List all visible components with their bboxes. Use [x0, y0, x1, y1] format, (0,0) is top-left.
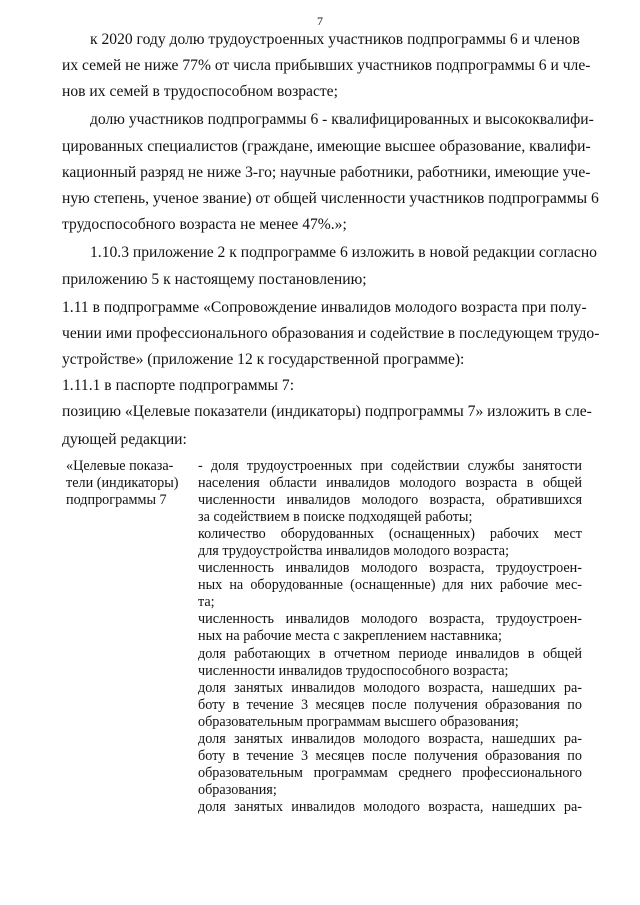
text-line: позицию «Целевые показатели (индикаторы) подпрограммы 7» изложить в сле- [62, 403, 592, 420]
table-right-line: численность инвалидов молодого возраста, трудоустроен- [198, 560, 582, 577]
table-right-line: численности инвалидов трудоспособного возраста; [198, 662, 509, 679]
table-left-line: подпрограммы 7 [66, 492, 167, 508]
table-right-cell [198, 458, 582, 816]
table-right-line: образовательным программам высшего образования; [198, 713, 519, 730]
text-line: чении ими профессионального образования и содействие в последующем трудо- [62, 325, 600, 342]
table-right-line: численность инвалидов молодого возраста, трудоустроен- [198, 611, 582, 628]
table-right-line: населения области инвалидов молодого возраста в общей [198, 475, 582, 492]
text-line: дующей редакции: [62, 431, 187, 448]
text-line: 1.10.3 приложение 2 к подпрограмме 6 изложить в новой редакции согласно [90, 244, 597, 261]
table-right-line: доля занятых инвалидов молодого возраста, нашедших ра- [198, 730, 582, 747]
text-line: кационный разряд не ниже 3-го; научные работники, работники, имеющие уче- [62, 164, 591, 181]
table-right-line: доля занятых инвалидов молодого возраста, нашедших ра- [198, 798, 582, 815]
table-right-line: для трудоустройства инвалидов молодого возраста; [198, 543, 510, 560]
page-number: 7 [317, 14, 323, 28]
text-line: нов их семей в трудоспособном возрасте; [62, 83, 338, 100]
table-right-line: боту в течение 3 месяцев после получения образования по [198, 696, 582, 713]
table-left-cell [66, 458, 194, 509]
text-line: приложению 5 к настоящему постановлению; [62, 271, 367, 288]
table-right-line: ных на оборудованные (оснащенные) для них рабочие мес- [198, 577, 582, 594]
table-right-line: количество оборудованных (оснащенных) рабочих мест [198, 526, 582, 543]
table-right-line: - доля трудоустроенных при содействии службы занятости [198, 458, 582, 474]
text-line: трудоспособного возраста не менее 47%.»; [62, 216, 347, 233]
text-line: ную степень, ученое звание) от общей численности участников подпрограммы 6 [62, 190, 599, 207]
table-right-line: доля занятых инвалидов молодого возраста, нашедших ра- [198, 679, 582, 696]
text-line: их семей не ниже 77% от числа прибывших участников подпрограммы 6 и чле- [62, 57, 591, 74]
table-right-line: ных на рабочие места с закреплением наставника; [198, 628, 502, 645]
table-right-line: численности инвалидов молодого возраста, обратившихся [198, 492, 582, 509]
table-right-line: боту в течение 3 месяцев после получения образования по [198, 747, 582, 764]
text-line: устройстве» (приложение 12 к государственной программе): [62, 351, 465, 368]
text-line: 1.11 в подпрограмме «Сопровождение инвалидов молодого возраста при полу- [62, 299, 587, 316]
table-right-line: образования; [198, 781, 277, 798]
table-right-line: образовательным программам среднего профессионального [198, 764, 582, 781]
table-left-line: «Целевые показа- [66, 458, 174, 474]
table-right-line: та; [198, 594, 215, 611]
text-line: к 2020 году долю трудоустроенных участников подпрограммы 6 и членов [90, 31, 580, 48]
text-line: долю участников подпрограммы 6 - квалифицированных и высококвалифи- [90, 111, 594, 128]
text-line: 1.11.1 в паспорте подпрограммы 7: [62, 377, 295, 394]
table-left-line: тели (индикаторы) [66, 475, 179, 491]
text-line: цированных специалистов (граждане, имеющие высшее образование, квалифи- [62, 138, 591, 155]
table-right-line: доля работающих в отчетном периоде инвалидов в общей [198, 645, 582, 662]
table-right-line: за содействием в поиске подходящей работы; [198, 509, 473, 526]
